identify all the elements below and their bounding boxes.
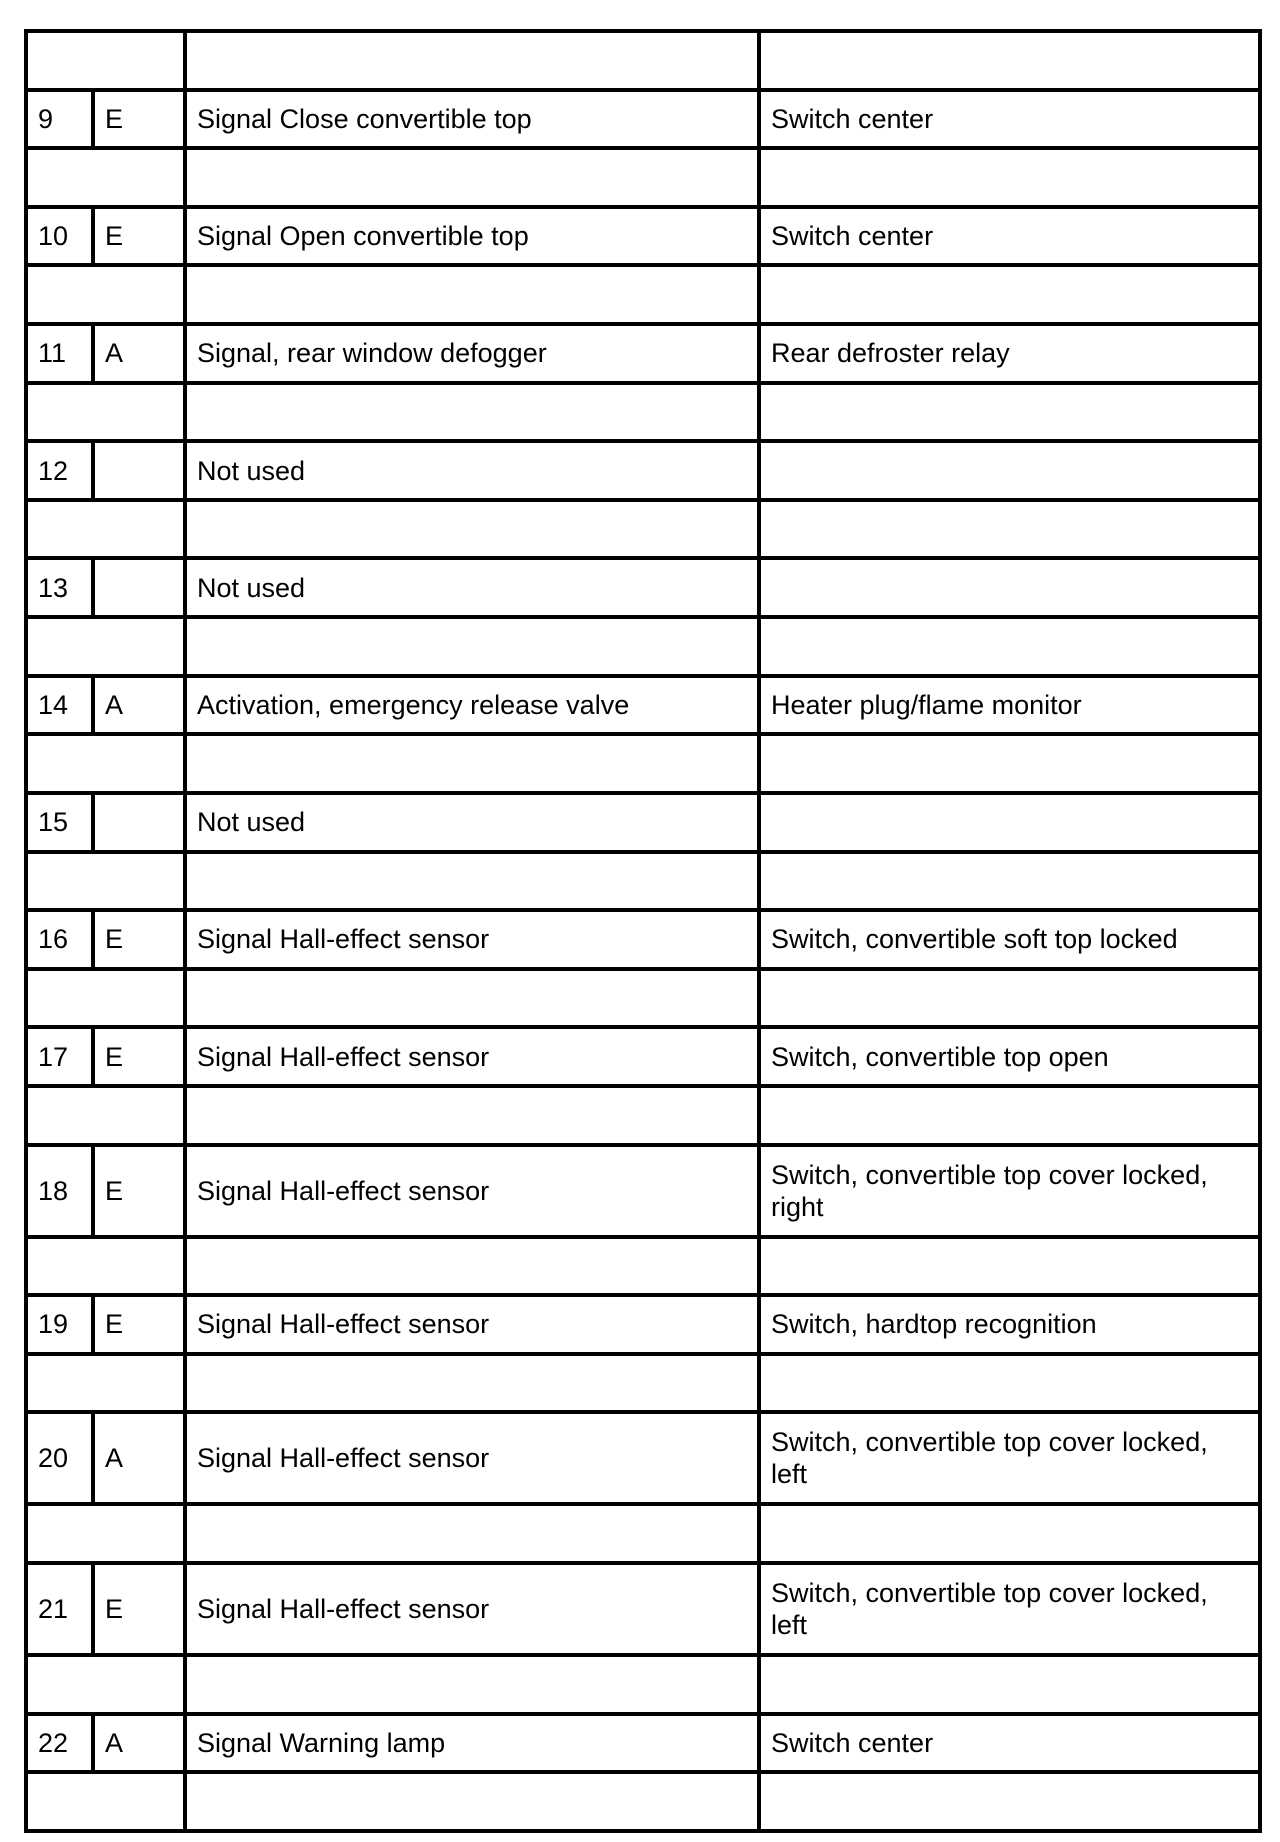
io-type-cell <box>93 441 185 500</box>
description-cell: Not used <box>185 441 759 500</box>
component-cell: Switch, hardtop recognition <box>759 1295 1260 1354</box>
table-row <box>26 1145 1260 1237</box>
table-row <box>26 1412 1260 1504</box>
spacer-row <box>26 31 1260 90</box>
table-row <box>26 1714 1260 1773</box>
description-cell <box>185 500 759 559</box>
pin-cell <box>26 265 185 324</box>
description-cell <box>185 852 759 911</box>
component-cell <box>759 31 1260 90</box>
component-cell <box>759 969 1260 1028</box>
io-type-cell <box>93 558 185 617</box>
description-cell <box>185 617 759 676</box>
component-cell: Switch center <box>759 90 1260 149</box>
pin-cell <box>26 1086 185 1145</box>
pin-cell: 14 <box>26 676 93 735</box>
pin-cell <box>26 1655 185 1714</box>
description-cell <box>185 1237 759 1296</box>
io-type-cell: A <box>93 1714 185 1773</box>
component-cell <box>759 1237 1260 1296</box>
component-cell <box>759 1354 1260 1413</box>
spacer-row <box>26 1237 1260 1296</box>
component-cell <box>759 265 1260 324</box>
spacer-row <box>26 1354 1260 1413</box>
pin-cell <box>26 852 185 911</box>
component-cell <box>759 852 1260 911</box>
description-cell <box>185 1504 759 1563</box>
pin-cell <box>26 1354 185 1413</box>
io-type-cell: E <box>93 1563 185 1655</box>
description-cell: Signal Hall-effect sensor <box>185 1563 759 1655</box>
description-cell: Signal Hall-effect sensor <box>185 910 759 969</box>
pin-cell: 22 <box>26 1714 93 1773</box>
pin-cell: 16 <box>26 910 93 969</box>
component-cell: Switch center <box>759 207 1260 266</box>
pin-cell <box>26 1237 185 1296</box>
component-cell <box>759 1772 1260 1831</box>
spacer-row <box>26 852 1260 911</box>
spacer-row <box>26 617 1260 676</box>
pin-cell: 13 <box>26 558 93 617</box>
pin-cell <box>26 969 185 1028</box>
pin-cell <box>26 500 185 559</box>
pin-cell: 20 <box>26 1412 93 1504</box>
io-type-cell: E <box>93 1145 185 1237</box>
description-cell <box>185 1655 759 1714</box>
component-cell <box>759 617 1260 676</box>
description-cell <box>185 1354 759 1413</box>
spacer-row <box>26 1772 1260 1831</box>
description-cell: Not used <box>185 793 759 852</box>
component-cell <box>759 793 1260 852</box>
component-cell <box>759 148 1260 207</box>
component-cell <box>759 1655 1260 1714</box>
spacer-row <box>26 969 1260 1028</box>
component-cell <box>759 383 1260 442</box>
description-cell: Signal Hall-effect sensor <box>185 1412 759 1504</box>
spacer-row <box>26 500 1260 559</box>
table-row <box>26 558 1260 617</box>
pin-cell: 15 <box>26 793 93 852</box>
io-type-cell: E <box>93 207 185 266</box>
pin-cell: 9 <box>26 90 93 149</box>
description-cell: Signal Hall-effect sensor <box>185 1145 759 1237</box>
description-cell <box>185 1772 759 1831</box>
table-row <box>26 793 1260 852</box>
component-cell: Switch, convertible top cover locked, right <box>759 1145 1260 1237</box>
pin-cell: 18 <box>26 1145 93 1237</box>
pin-cell <box>26 148 185 207</box>
pin-cell: 21 <box>26 1563 93 1655</box>
io-type-cell: A <box>93 676 185 735</box>
pin-cell <box>26 734 185 793</box>
description-cell <box>185 148 759 207</box>
pin-cell: 10 <box>26 207 93 266</box>
description-cell <box>185 265 759 324</box>
component-cell: Heater plug/flame monitor <box>759 676 1260 735</box>
io-type-cell: E <box>93 910 185 969</box>
table-row <box>26 1563 1260 1655</box>
spacer-row <box>26 734 1260 793</box>
component-cell: Switch center <box>759 1714 1260 1773</box>
pin-cell: 12 <box>26 441 93 500</box>
description-cell: Signal Open convertible top <box>185 207 759 266</box>
table-row <box>26 676 1260 735</box>
component-cell: Switch, convertible top cover locked, left <box>759 1412 1260 1504</box>
spacer-row <box>26 1086 1260 1145</box>
pin-cell <box>26 617 185 676</box>
pin-table-body <box>26 31 1260 1831</box>
description-cell: Not used <box>185 558 759 617</box>
description-cell: Signal Close convertible top <box>185 90 759 149</box>
io-type-cell: E <box>93 1027 185 1086</box>
component-cell <box>759 500 1260 559</box>
spacer-row <box>26 265 1260 324</box>
component-cell: Rear defroster relay <box>759 324 1260 383</box>
table-row <box>26 441 1260 500</box>
description-cell <box>185 31 759 90</box>
io-type-cell <box>93 793 185 852</box>
description-cell <box>185 383 759 442</box>
table-row <box>26 90 1260 149</box>
pin-cell <box>26 1772 185 1831</box>
component-cell <box>759 1086 1260 1145</box>
pin-cell <box>26 1504 185 1563</box>
table-row <box>26 324 1260 383</box>
table-row <box>26 1027 1260 1086</box>
pin-cell: 11 <box>26 324 93 383</box>
description-cell: Signal Hall-effect sensor <box>185 1295 759 1354</box>
component-cell <box>759 1504 1260 1563</box>
table-row <box>26 910 1260 969</box>
component-cell: Switch, convertible top open <box>759 1027 1260 1086</box>
description-cell: Signal, rear window defogger <box>185 324 759 383</box>
description-cell <box>185 1086 759 1145</box>
pin-cell <box>26 31 185 90</box>
table-row <box>26 1295 1260 1354</box>
description-cell: Signal Warning lamp <box>185 1714 759 1773</box>
component-cell <box>759 558 1260 617</box>
description-cell <box>185 969 759 1028</box>
pin-cell: 17 <box>26 1027 93 1086</box>
description-cell: Signal Hall-effect sensor <box>185 1027 759 1086</box>
description-cell: Activation, emergency release valve <box>185 676 759 735</box>
component-cell: Switch, convertible top cover locked, left <box>759 1563 1260 1655</box>
io-type-cell: A <box>93 1412 185 1504</box>
pin-cell: 19 <box>26 1295 93 1354</box>
component-cell: Switch, convertible soft top locked <box>759 910 1260 969</box>
io-type-cell: E <box>93 1295 185 1354</box>
spacer-row <box>26 383 1260 442</box>
io-type-cell: A <box>93 324 185 383</box>
description-cell <box>185 734 759 793</box>
io-type-cell: E <box>93 90 185 149</box>
component-cell <box>759 734 1260 793</box>
pin-cell <box>26 383 185 442</box>
spacer-row <box>26 1655 1260 1714</box>
spacer-row <box>26 148 1260 207</box>
component-cell <box>759 441 1260 500</box>
pin-assignment-table <box>24 29 1262 1833</box>
table-row <box>26 207 1260 266</box>
spacer-row <box>26 1504 1260 1563</box>
